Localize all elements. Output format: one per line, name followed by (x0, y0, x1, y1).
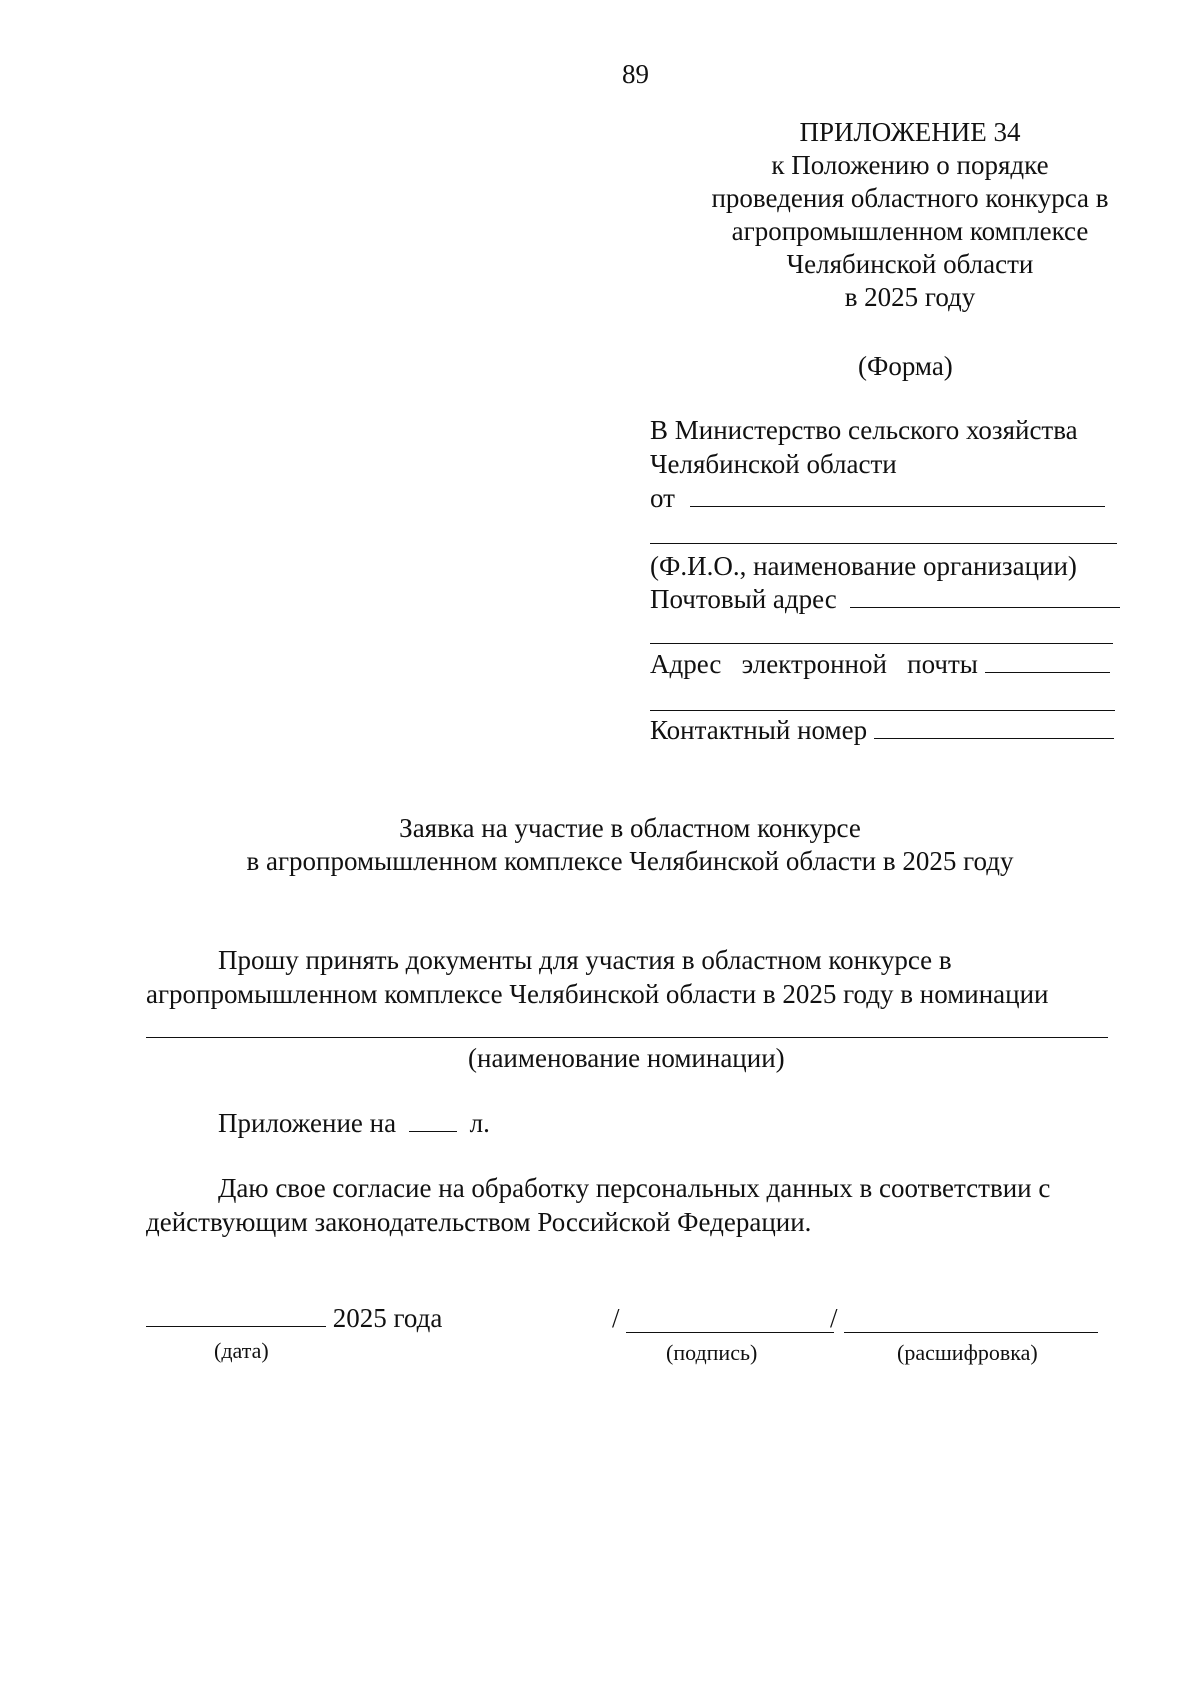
email-field (650, 648, 1110, 681)
phone-label: Контактный номер (650, 715, 868, 745)
nomination-blank[interactable] (146, 1037, 1108, 1038)
attachment-pages-blank[interactable] (409, 1109, 457, 1132)
from-blank-line-2[interactable] (650, 543, 1117, 544)
decoding-hint: (расшифровка) (897, 1340, 1038, 1365)
appendix-line: в 2025 году (844, 282, 976, 312)
appendix-title: ПРИЛОЖЕНИЕ 34 (799, 117, 1021, 147)
slash-2: / (830, 1303, 838, 1333)
appendix-line: Челябинской области (786, 249, 1034, 279)
appendix-line: к Положению о порядке (771, 150, 1049, 180)
postal-field (650, 583, 1120, 616)
email-blank[interactable] (985, 650, 1110, 673)
appendix-line: агропромышленном комплексе (731, 216, 1089, 246)
phone-field (650, 714, 1114, 747)
attachment-prefix: Приложение на (218, 1108, 397, 1138)
request-line-2: агропромышленном комплексе Челябинской области в 2025 году в номинации (146, 979, 1049, 1009)
consent-line-1: Даю свое согласие на обработку персональных данных в соответствии с (218, 1173, 1051, 1203)
addressee-line-1: В Министерство сельского хозяйства (650, 415, 1078, 445)
form-label: (Форма) (858, 351, 953, 381)
heading-line-1: Заявка на участие в областном конкурсе (399, 813, 861, 843)
fio-hint: (Ф.И.О., наименование организации) (650, 551, 1077, 581)
application-heading (130, 812, 1130, 878)
appendix-block (680, 116, 1140, 314)
date-hint: (дата) (214, 1338, 269, 1363)
consent-line-2: действующим законодательством Российской Федерации. (146, 1207, 812, 1237)
decoding-blank[interactable] (844, 1332, 1098, 1333)
phone-blank[interactable] (874, 716, 1114, 739)
email-label: Адрес электронной почты (650, 649, 978, 679)
postal-blank[interactable] (850, 585, 1120, 608)
slash-1: / (612, 1303, 620, 1333)
signature-blank[interactable] (626, 1332, 834, 1333)
from-field (650, 482, 1105, 515)
attachment-suffix: л. (469, 1108, 490, 1138)
from-label: от (650, 483, 675, 513)
addressee-line-2: Челябинской области (650, 449, 897, 479)
nomination-hint: (наименование номинации) (468, 1043, 785, 1073)
from-blank[interactable] (690, 484, 1105, 507)
date-year-text: 2025 года (332, 1303, 443, 1333)
request-line-1: Прошу принять документы для участия в областном конкурсе в (218, 945, 952, 975)
postal-label: Почтовый адрес (650, 584, 837, 614)
page-number: 89 (622, 59, 649, 89)
signature-hint: (подпись) (666, 1340, 758, 1365)
heading-line-2: в агропромышленном комплексе Челябинской области в 2025 году (246, 846, 1014, 876)
email-blank-line-2[interactable] (650, 710, 1115, 711)
postal-blank-line-2[interactable] (650, 643, 1113, 644)
date-field (146, 1302, 442, 1335)
date-blank[interactable] (146, 1304, 326, 1327)
appendix-line: проведения областного конкурса в (711, 183, 1109, 213)
attachment-line (218, 1107, 490, 1140)
